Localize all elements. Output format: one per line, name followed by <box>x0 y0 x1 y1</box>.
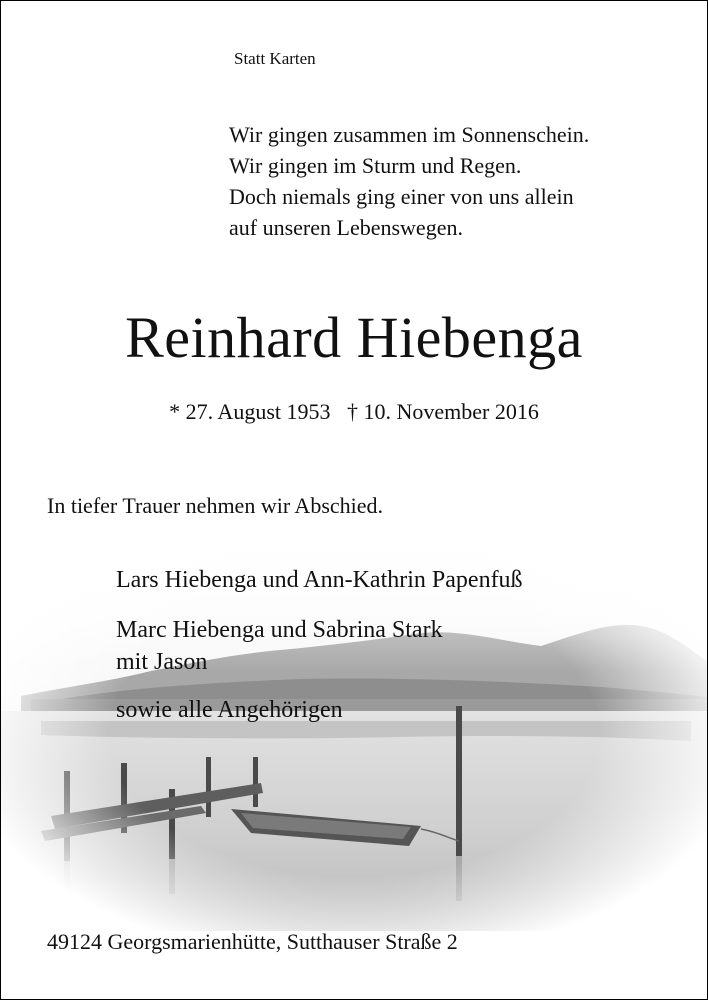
farewell-text: In tiefer Trauer nehmen wir Abschied. <box>47 493 384 518</box>
birth-date: * 27. August 1953 <box>169 399 331 424</box>
life-dates <box>1 399 707 425</box>
mourner-line: Marc Hiebenga und Sabrina Stark <box>116 617 443 643</box>
poem-line: Doch niemals ging einer von uns allein <box>229 184 574 209</box>
mourner-line: sowie alle Angehörigen <box>116 697 343 723</box>
deceased-name: Reinhard Hiebenga <box>125 305 583 370</box>
poem-line: Wir gingen im Sturm und Regen. <box>229 153 522 178</box>
mourner-line: mit Jason <box>116 649 208 675</box>
address: 49124 Georgsmarienhütte, Sutthauser Straße 2 <box>47 929 458 954</box>
notice-header: Statt Karten <box>234 49 316 68</box>
mourner-line: Lars Hiebenga und Ann-Kathrin Papenfuß <box>116 567 523 593</box>
poem <box>229 119 589 243</box>
poem-line: Wir gingen zusammen im Sonnenschein. <box>229 122 590 147</box>
death-date: † 10. November 2016 <box>347 399 539 424</box>
poem-line: auf unseren Lebenswegen. <box>229 215 463 240</box>
